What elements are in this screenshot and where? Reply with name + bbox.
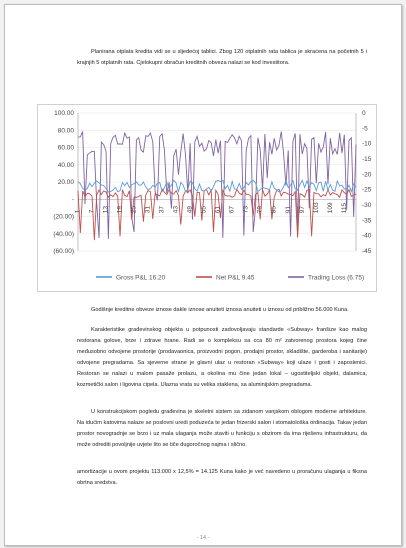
left-tick-label: 80.00 <box>57 127 74 135</box>
left-tick-label: (40.00) <box>53 230 74 238</box>
x-tick-label: 7 <box>88 209 96 214</box>
right-tick-label: -5 <box>362 125 368 133</box>
left-tick-label: 100.00 <box>54 110 74 117</box>
right-tick-label: 0 <box>362 110 366 117</box>
x-tick-label: 13 <box>102 206 110 214</box>
x-tick-label: 43 <box>172 206 180 214</box>
x-tick-label: 67 <box>228 206 236 214</box>
x-tick-label: 103 <box>312 202 320 214</box>
paragraph-loan-table: Planirana otplata kredita vidi se u sljedećoj tablici. Zbog 120 otplatnih rata tablica je skraćena na početnih 5 i krajnjih 5 otplatnih rata. Cjelokupni obračun kreditnih obveza nalazi se kod investitora. <box>77 49 367 66</box>
series-line-net-pnl <box>78 189 356 240</box>
right-tick-label: -30 <box>362 202 372 209</box>
right-tick-label: -15 <box>362 156 372 163</box>
paragraph-construction: U konstrukcijskom pogledu građevina je skeletni sistem sa zidanom vanjskom oblogom moderne arhitekture. Na idućim katovima nalaze se poslovni uredi poduzeća te jedan frizerski salon i stomatološka ordinacija. Takav jedan prostor novogradnje se brzo i uz mala ulaganja može staviti u funkciju s obzirom da ima riješenu infrastrukturu, da može odrediti povoljnije uvjete što se tiče dugoročnog najma i slično. <box>77 409 367 448</box>
x-tick-label: 55 <box>200 206 208 214</box>
left-tick-label: 60.00 <box>57 144 74 152</box>
left-tick-label: (60.00) <box>53 248 74 255</box>
legend-label: Net P&L 9.45 <box>216 274 255 282</box>
paragraph-depreciation: amortizacije u ovom projektu 113.000 x 12,5% = 14.125 Kuna kako je već navedeno u proračunu ulaganja u fiksna obrtna sredstva. <box>77 469 367 486</box>
right-tick-label: -10 <box>362 140 372 148</box>
x-tick-label: 25 <box>130 206 138 214</box>
left-tick-label: (20.00) <box>53 213 74 221</box>
legend-label: Gross P&L 16.20 <box>116 274 166 282</box>
right-tick-label: -35 <box>362 217 372 225</box>
page-number: - 14 - <box>196 535 210 541</box>
x-tick-label: 49 <box>186 206 194 214</box>
paragraph-building-characteristics: Karakteristike građevinskog objekta u potpunosti zadovoljavaju standarde «Subway» franšize kao malog restorana golove, brze i zdrave hrane. Radi se o kompleksu sa cca 80 m² zatvorenog prostora kojeg čine međusobno odvojene prostorije (prodavaonica, proizvodni pogon, prodajni prostor, skladište, garderoba i sanitarije) odvojene pregradama. Sa sjeverne strane je glavni ulaz u restoran «Subway» koji ulaze i gosti i zaposlenici. Restoran se nalazi u malom pasaže prolazu, a okolina mu čine jedan lokal – ugostiteljski objekt, dalamica, kozmetički salon i ligovina cipela. Ulazna vrata su velika staklena, sa aluminijskim pregradama. <box>77 327 367 388</box>
right-tick-label: -25 <box>362 186 372 194</box>
x-tick-label: 1 <box>74 209 82 214</box>
pnl-line-chart <box>37 104 377 292</box>
right-tick-label: -40 <box>362 232 372 240</box>
x-tick-label: 115 <box>340 202 348 214</box>
x-tick-label: 73 <box>242 206 250 214</box>
x-tick-label: 61 <box>214 206 222 214</box>
paragraph-annual-obligations: Godišnje kreditne obveze iznose dakle iznose anuiteti iznosa anuiteti u iznosu od približno 56.000 Kuna. <box>91 307 349 313</box>
chart-svg <box>38 105 378 293</box>
x-tick-label: 79 <box>256 206 264 214</box>
x-tick-label: 97 <box>298 206 306 214</box>
left-tick-label: 40.00 <box>57 161 74 169</box>
x-tick-label: 85 <box>270 206 278 214</box>
x-tick-label: 37 <box>158 206 166 214</box>
left-tick-label: - <box>71 196 74 204</box>
x-tick-label: 31 <box>144 206 152 214</box>
legend-label: Trading Loss (6.75) <box>308 274 365 282</box>
right-tick-label: -20 <box>362 171 372 179</box>
left-tick-label: 20.00 <box>57 179 74 186</box>
x-tick-label: 109 <box>326 202 334 214</box>
document-page <box>4 4 402 546</box>
right-tick-label: -45 <box>362 248 372 255</box>
x-tick-label: 19 <box>116 206 124 214</box>
x-tick-label: 91 <box>284 206 292 214</box>
